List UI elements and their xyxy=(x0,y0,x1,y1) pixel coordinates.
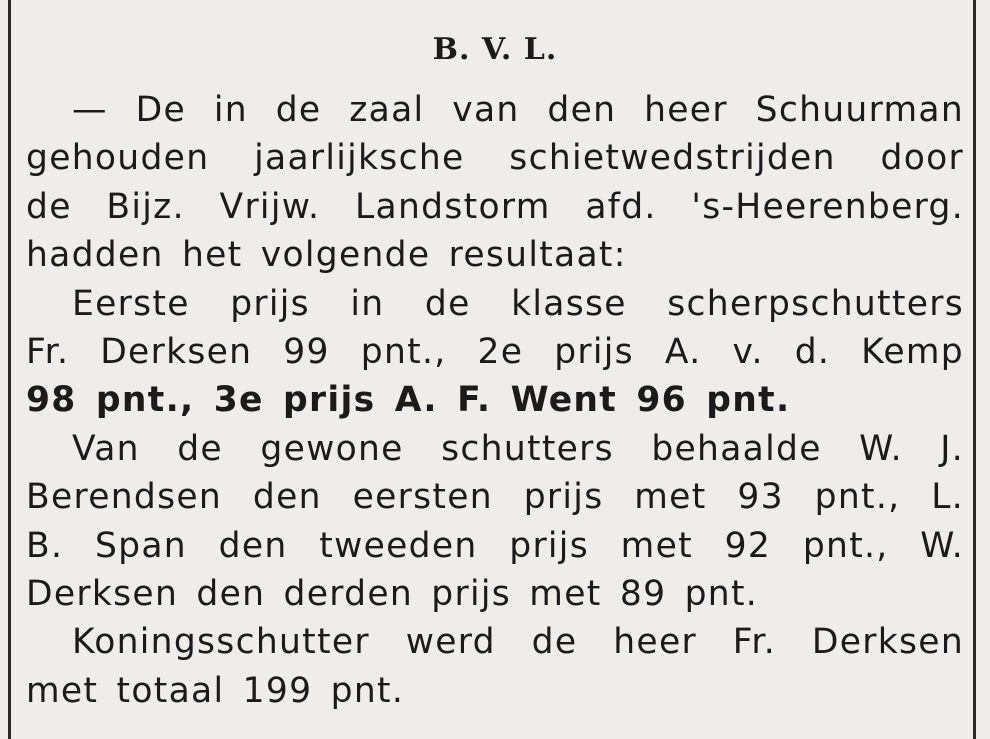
article-line: de Bijz. Vrijw. Landstorm afd. 's-Heerenberg. xyxy=(26,186,964,227)
article-line: 98 pnt., 3e prijs A. F. Went 96 pnt. xyxy=(26,380,791,421)
article-line: B. Span den tweeden prijs met 92 pnt., W. xyxy=(26,525,964,566)
article-line: met totaal 199 pnt. xyxy=(26,670,405,711)
left-column-rule xyxy=(8,0,11,739)
article-line: Berendsen den eersten prijs met 93 pnt., L. xyxy=(26,477,964,518)
article-line: Fr. Derksen 99 pnt., 2e prijs A. v. d. Kemp xyxy=(26,331,964,372)
right-column-rule xyxy=(973,0,976,739)
article-line: Derksen den derden prijs met 89 pnt. xyxy=(26,573,759,614)
article-line: — De in de zaal van den heer Schuurman xyxy=(72,90,964,130)
article-line: hadden het volgende resultaat: xyxy=(26,235,627,276)
article-heading: B. V. L. xyxy=(432,32,558,67)
article-line: Eerste prijs in de klasse scherpschutters xyxy=(72,283,964,324)
article-line: Van de gewone schutters behaalde W. J. xyxy=(72,428,964,469)
article-line: Koningsschutter werd de heer Fr. Derksen xyxy=(72,622,964,663)
article-body xyxy=(26,86,964,715)
article-line: gehouden jaarlijksche schietwedstrijden door xyxy=(26,138,964,179)
